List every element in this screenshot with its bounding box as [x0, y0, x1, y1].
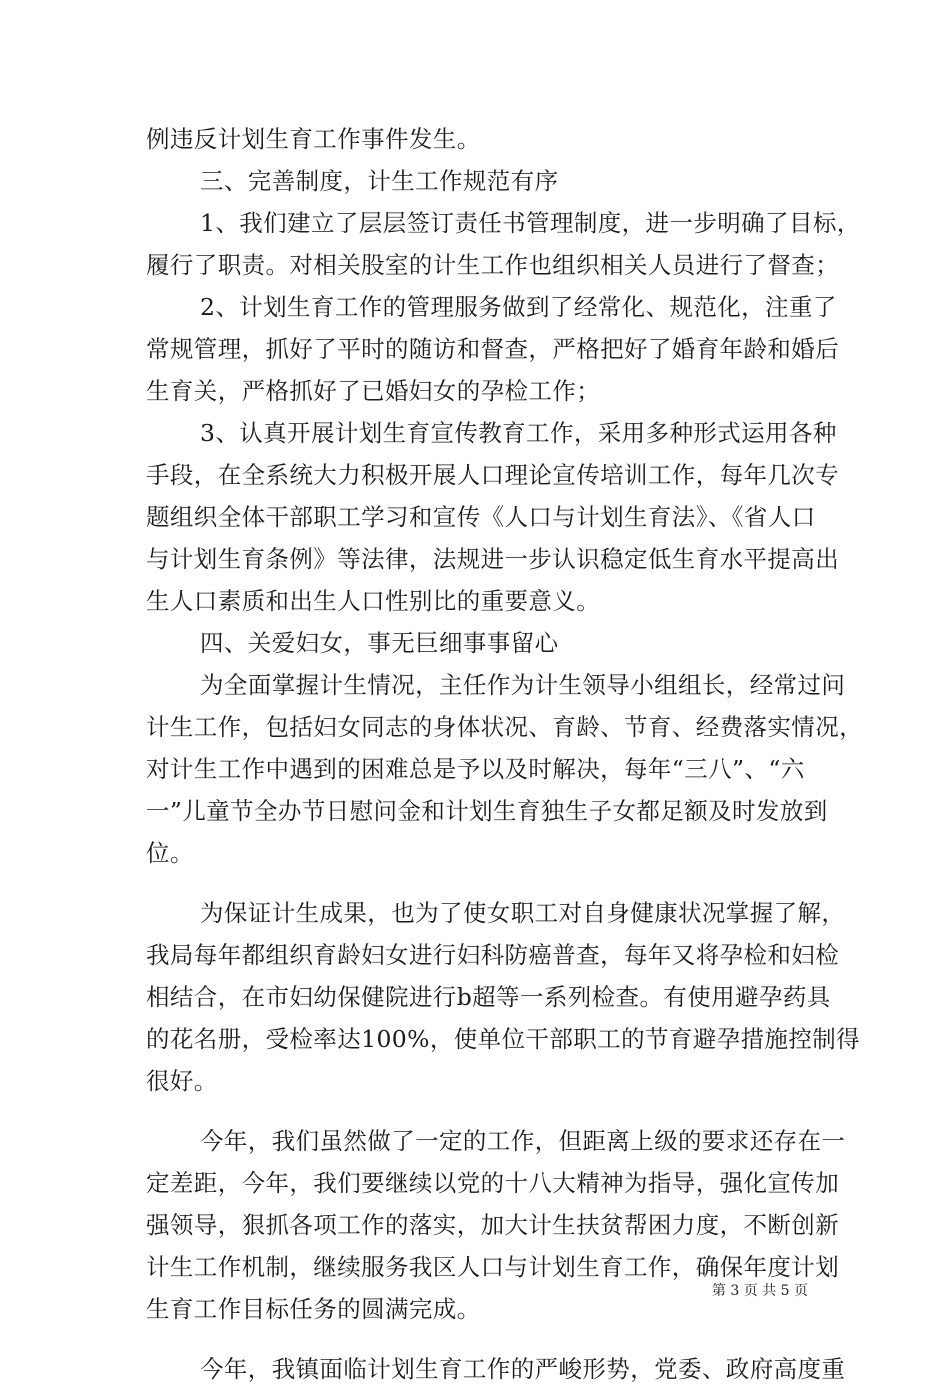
- text-line: 与计划生育条例》等法律，法规进一步认识稳定低生育水平提高出: [146, 545, 840, 573]
- text-line: 1、我们建立了层层签订责任书管理制度，进一步明确了目标，: [200, 209, 861, 237]
- text-line: 生人口素质和出生人口性别比的重要意义。: [146, 587, 601, 615]
- document-body: [146, 118, 863, 1390]
- text-line: 我局每年都组织育龄妇女进行妇科防癌普查，每年又将孕检和妇检: [146, 941, 840, 969]
- text-line: 今年，我们虽然做了一定的工作，但距离上级的要求还存在一: [200, 1127, 846, 1155]
- text-line: 计生工作，包括妇女同志的身体状况、育龄、节育、经费落实情况，: [146, 713, 863, 741]
- text-line: 生育工作目标任务的圆满完成。: [146, 1295, 481, 1323]
- text-line: 题组织全体干部职工学习和宣传《人口与计划生育法》、《省人口: [146, 503, 816, 531]
- text-line: 四、关爱妇女，事无巨细事事留心: [200, 629, 559, 657]
- text-line: 履行了职责。对相关股室的计生工作也组织相关人员进行了督查；: [146, 251, 840, 279]
- text-line: 对计生工作中遇到的困难总是予以及时解决，每年“三八”、“六: [146, 755, 805, 783]
- text-line: 常规管理，抓好了平时的随访和督查，严格把好了婚育年龄和婚后: [146, 335, 840, 363]
- text-line: 2、计划生育工作的管理服务做到了经常化、规范化，注重了: [200, 293, 837, 321]
- text-line: 生育关，严格抓好了已婚妇女的孕检工作；: [146, 377, 601, 405]
- text-line: 为全面掌握计生情况，主任作为计生领导小组组长，经常过问: [200, 671, 846, 699]
- text-line: 计生工作机制，继续服务我区人口与计划生育工作，确保年度计划: [146, 1253, 840, 1281]
- text-line: 今年，我镇面临计划生育工作的严峻形势，党委、政府高度重: [200, 1355, 846, 1383]
- text-line: 三、完善制度，计生工作规范有序: [200, 167, 559, 195]
- text-line: 为保证计生成果，也为了使女职工对自身健康状况掌握了解，: [200, 899, 846, 927]
- text-line: 定差距，今年，我们要继续以党的十八大精神为指导，强化宣传加: [146, 1169, 840, 1197]
- text-line: 很好。: [146, 1067, 218, 1095]
- text-line: 强领导，狠抓各项工作的落实，加大计生扶贫帮困力度，不断创新: [146, 1211, 840, 1239]
- page-number: 第 3 页 共 5 页: [711, 1283, 808, 1299]
- text-line: 一”儿童节全办节日慰问金和计划生育独生子女都足额及时发放到: [146, 797, 828, 825]
- text-line: 的花名册，受检率达100%，使单位干部职工的节育避孕措施控制得: [146, 1025, 861, 1053]
- text-line: 手段，在全系统大力积极开展人口理论宣传培训工作，每年几次专: [146, 461, 840, 489]
- text-line: 相结合，在市妇幼保健院进行b超等一系列检查。有使用避孕药具: [146, 983, 831, 1011]
- text-line: 位。: [146, 839, 194, 867]
- text-line: 例违反计划生育工作事件发生。: [146, 125, 481, 153]
- text-line: 3、认真开展计划生育宣传教育工作，采用多种形式运用各种: [200, 419, 837, 447]
